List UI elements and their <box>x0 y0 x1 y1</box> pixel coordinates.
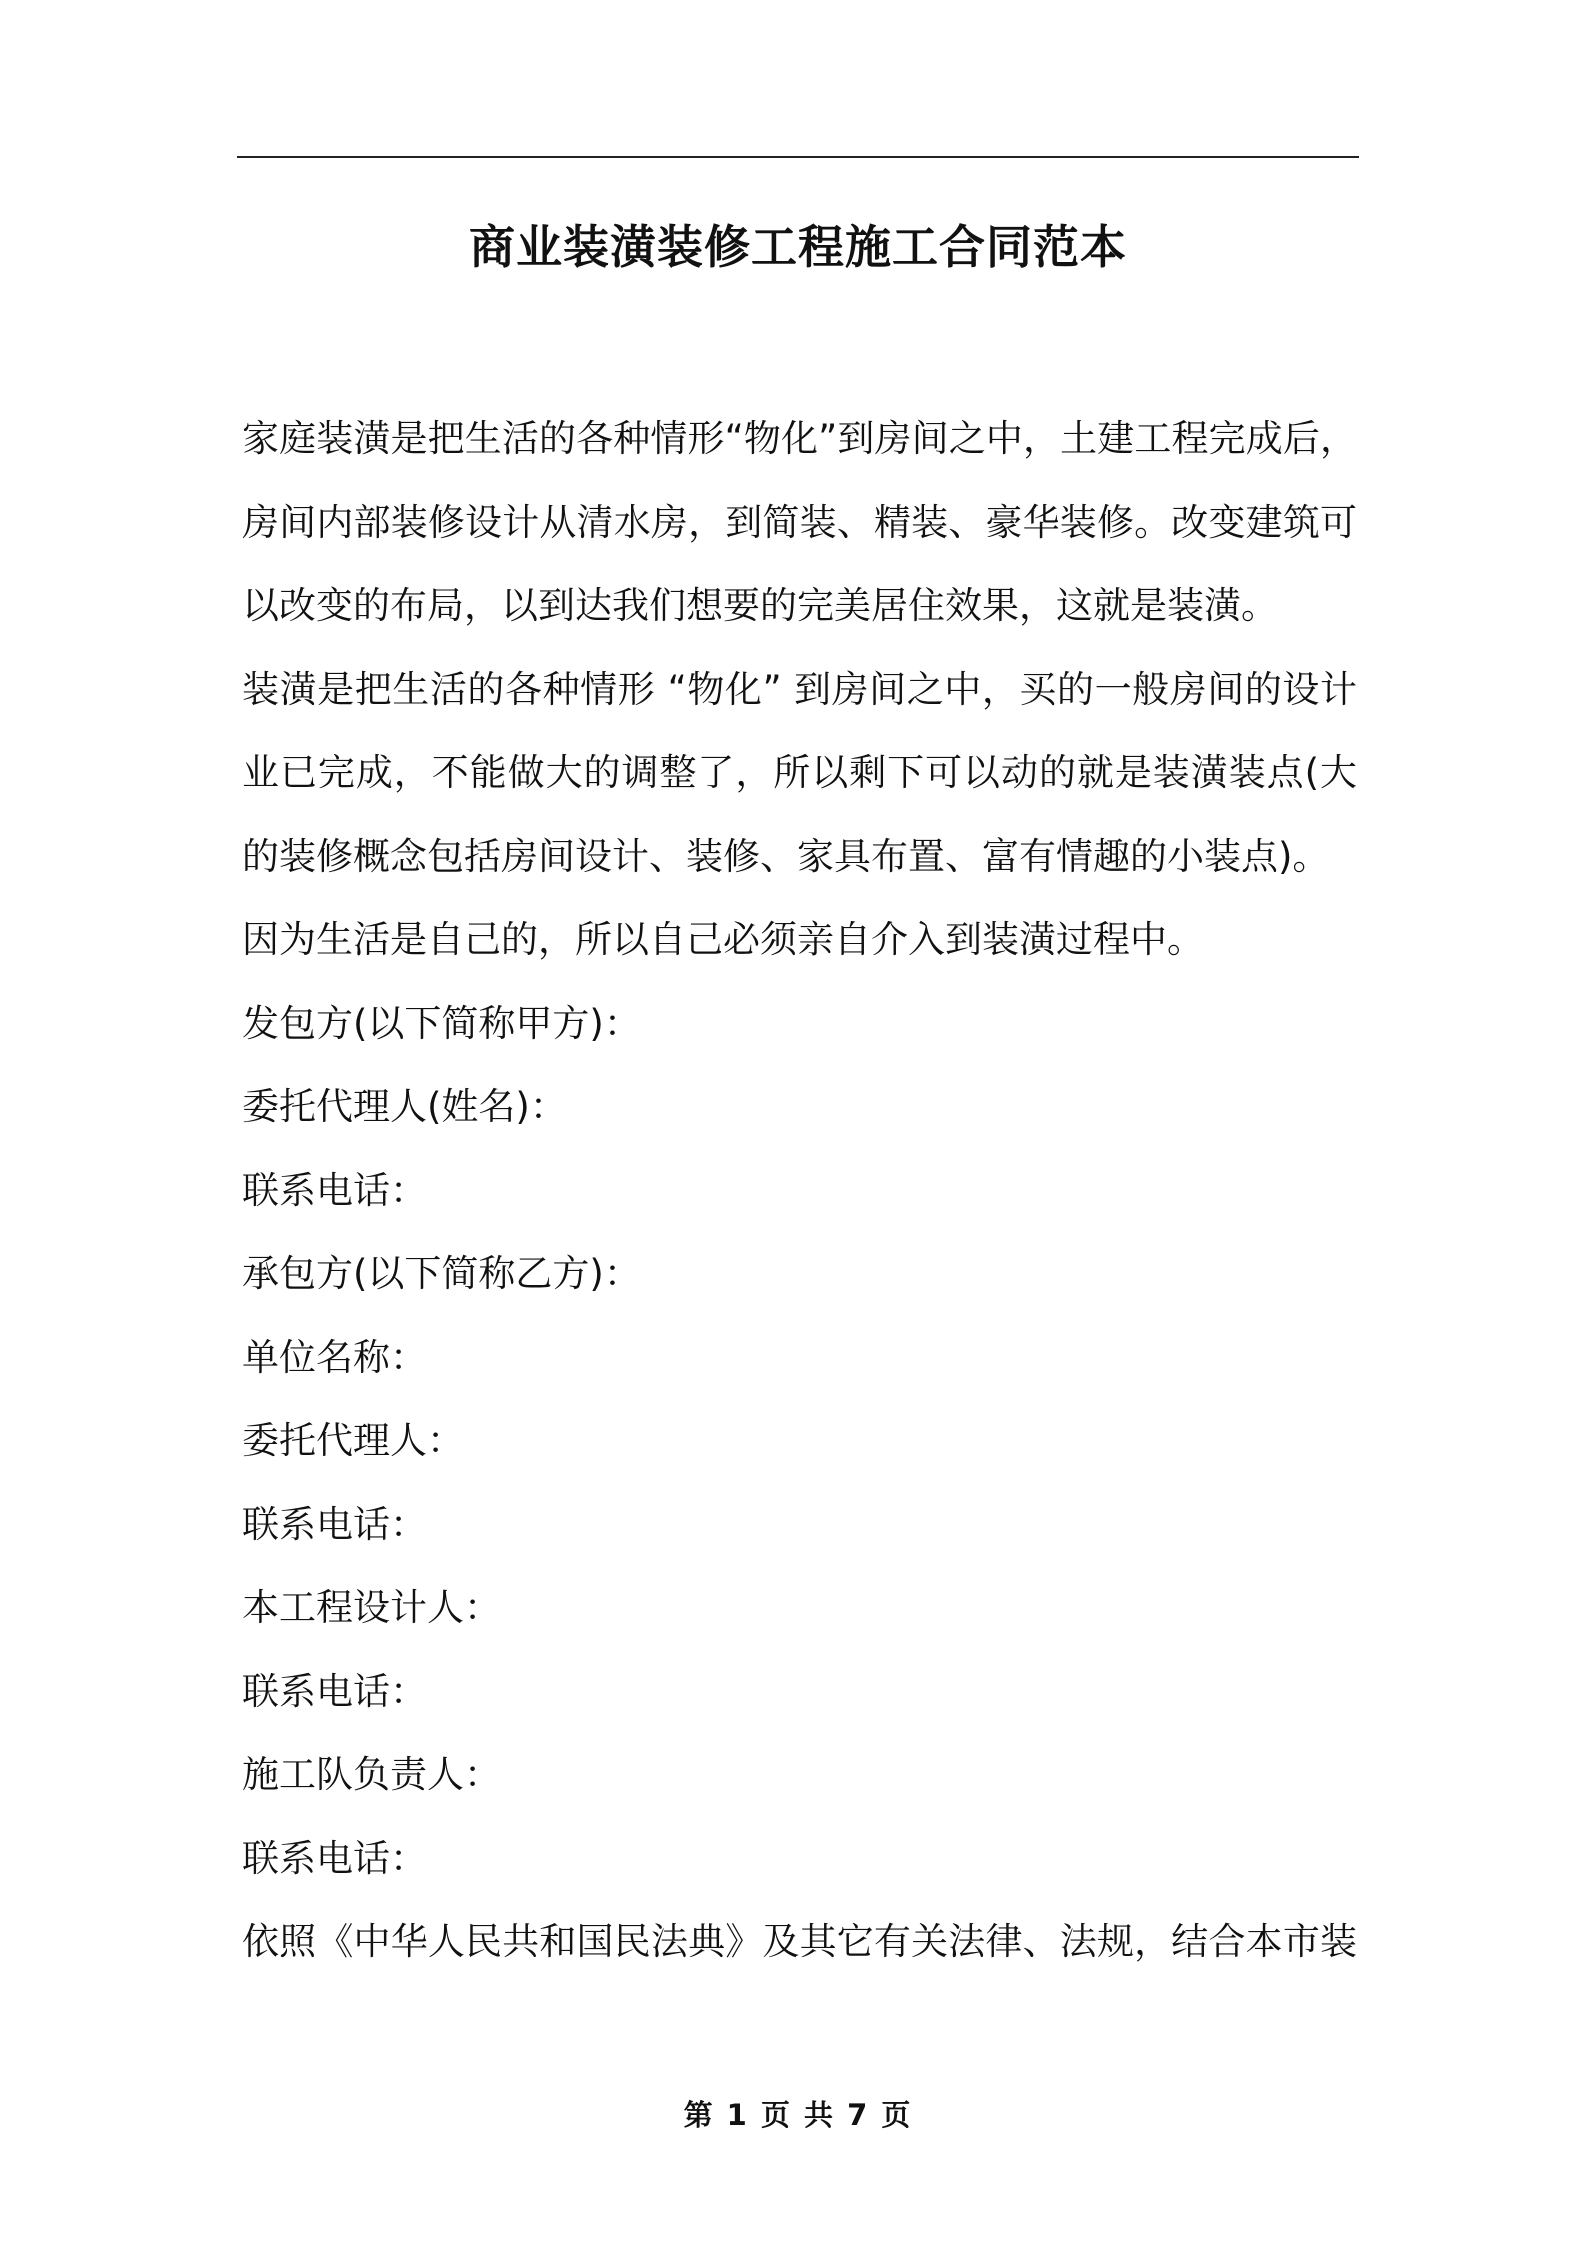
field-label-employer-agent: 委托代理人(姓名)： <box>242 1085 567 1128</box>
field-label-crew-leader: 施工队负责人： <box>242 1753 501 1796</box>
field-label-employer: 发包方(以下简称甲方)： <box>242 1001 641 1045</box>
paragraph-line: 以改变的布局，以到达我们想要的完美居住效果，这就是装潢。 <box>242 584 1278 627</box>
field-label-designer: 本工程设计人： <box>242 1586 501 1629</box>
paragraph-line: 因为生活是自己的，所以自己必须亲自介入到装潢过程中。 <box>242 918 1204 961</box>
paragraph-line: 家庭装潢是把生活的各种情形“物化”到房间之中，土建工程完成后， <box>242 417 1357 460</box>
paragraph-line: 房间内部装修设计从清水房，到简装、精装、豪华装修。改变建筑可 <box>242 500 1357 544</box>
paragraph-line: 依照《中华人民共和国民法典》及其它有关法律、法规，结合本市装 <box>242 1920 1357 1963</box>
field-label-contractor-phone: 联系电话： <box>242 1502 427 1546</box>
field-label-crew-leader-phone: 联系电话： <box>242 1836 427 1880</box>
field-label-company-name: 单位名称： <box>242 1335 427 1379</box>
document-title: 商业装潢装修工程施工合同范本 <box>469 220 1127 274</box>
document-body <box>242 397 1366 1984</box>
field-label-contractor: 承包方(以下简称乙方)： <box>242 1252 641 1295</box>
field-label-designer-phone: 联系电话： <box>242 1669 427 1713</box>
page-number: 第 1 页 共 7 页 <box>683 2098 913 2132</box>
paragraph-line: 业已完成，不能做大的调整了，所以剩下可以动的就是装潢装点(大 <box>242 751 1357 794</box>
paragraph-line: 装潢是把生活的各种情形 “物化” 到房间之中，买的一般房间的设计 <box>242 667 1357 711</box>
paragraph-line: 的装修概念包括房间设计、装修、家具布置、富有情趣的小装点)。 <box>242 834 1330 878</box>
field-label-contractor-agent: 委托代理人： <box>242 1419 464 1462</box>
field-label-employer-phone: 联系电话： <box>242 1168 427 1212</box>
header-rule <box>237 156 1359 158</box>
